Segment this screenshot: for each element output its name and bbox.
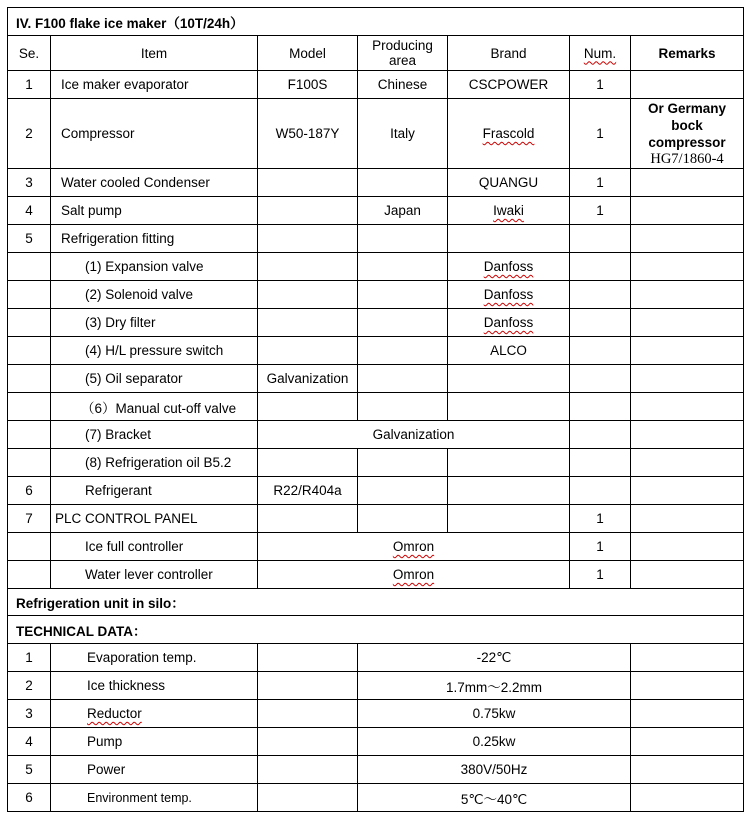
table-row <box>8 505 744 533</box>
row-num: 1 <box>570 505 631 533</box>
row-brand: Frascold <box>482 126 535 141</box>
tech-se: 4 <box>8 728 51 756</box>
table-row <box>8 365 744 393</box>
fitting-brand: ALCO <box>448 337 570 365</box>
fitting-item: (2) Solenoid valve <box>51 281 258 309</box>
tech-item: Evaporation temp. <box>51 644 258 672</box>
row-item: Ice maker evaporator <box>51 71 258 99</box>
fitting-model: Galvanization <box>258 365 358 393</box>
table-row <box>8 71 744 99</box>
table-row <box>8 197 744 225</box>
tech-se: 1 <box>8 644 51 672</box>
section-row <box>8 589 744 616</box>
table-row <box>8 561 744 589</box>
fitting-item: (5) Oil separator <box>51 365 258 393</box>
plc-item: Water lever controller <box>51 561 258 589</box>
table-row <box>8 477 744 505</box>
table-row <box>8 281 744 309</box>
header-row <box>8 36 744 71</box>
row-area: Japan <box>358 197 448 225</box>
table-title: IV. F100 flake ice maker（10T/24h） <box>8 8 744 36</box>
tech-se: 3 <box>8 700 51 728</box>
table-row <box>8 225 744 253</box>
remarks-model: HG7/1860-4 <box>650 150 724 167</box>
table-row <box>8 672 744 700</box>
table-row <box>8 253 744 281</box>
table-row <box>8 644 744 672</box>
fitting-item: （6）Manual cut-off valve <box>51 393 258 421</box>
tech-label: TECHNICAL DATA： <box>8 616 744 644</box>
section-row <box>8 616 744 644</box>
spec-sheet <box>7 7 744 812</box>
row-brand: QUANGU <box>448 169 570 197</box>
header-num: Num. <box>583 45 617 61</box>
row-se: 2 <box>8 99 51 169</box>
row-se: 6 <box>8 477 51 505</box>
tech-se: 2 <box>8 672 51 700</box>
tech-value: 5℃～40℃ <box>358 784 631 812</box>
table-row <box>8 393 744 421</box>
row-area: Italy <box>358 99 448 169</box>
row-num: 1 <box>570 169 631 197</box>
fitting-brand: Danfoss <box>483 287 534 302</box>
row-num: 1 <box>570 99 631 169</box>
plc-num: 1 <box>570 561 631 589</box>
tech-item: Reductor <box>87 706 142 721</box>
tech-item: Environment temp. <box>51 784 258 812</box>
header-remarks: Remarks <box>631 36 744 71</box>
row-se: 1 <box>8 71 51 99</box>
row-se: 3 <box>8 169 51 197</box>
title-row <box>8 8 744 36</box>
table-row <box>8 421 744 449</box>
fitting-brand: Danfoss <box>483 259 534 274</box>
row-brand: CSCPOWER <box>448 71 570 99</box>
row-model: F100S <box>258 71 358 99</box>
tech-se: 6 <box>8 784 51 812</box>
tech-value: -22℃ <box>358 644 631 672</box>
table-row <box>8 533 744 561</box>
tech-item: Pump <box>51 728 258 756</box>
table-row <box>8 169 744 197</box>
row-item: Water cooled Condenser <box>51 169 258 197</box>
tech-item: Power <box>51 756 258 784</box>
plc-brand: Omron <box>392 567 435 582</box>
header-se: Se. <box>8 36 51 71</box>
tech-value: 0.25kw <box>358 728 631 756</box>
row-num: 1 <box>570 197 631 225</box>
plc-brand: Omron <box>392 539 435 554</box>
table-row <box>8 784 744 812</box>
row-num: 1 <box>570 71 631 99</box>
fitting-item: (3) Dry filter <box>51 309 258 337</box>
fitting-brand: Danfoss <box>483 315 534 330</box>
header-model: Model <box>258 36 358 71</box>
row-item: Refrigerant <box>51 477 258 505</box>
header-item: Item <box>51 36 258 71</box>
tech-value: 380V/50Hz <box>358 756 631 784</box>
tech-value: 1.7mm～2.2mm <box>358 672 631 700</box>
row-item: Salt pump <box>51 197 258 225</box>
row-item: Compressor <box>51 99 258 169</box>
table-row <box>8 449 744 477</box>
row-item: PLC CONTROL PANEL <box>51 505 258 533</box>
fitting-item: (8) Refrigeration oil B5.2 <box>51 449 258 477</box>
plc-item: Ice full controller <box>51 533 258 561</box>
fitting-item: (4) H/L pressure switch <box>51 337 258 365</box>
header-producing-area: Producing area <box>358 36 448 71</box>
table-row <box>8 337 744 365</box>
tech-se: 5 <box>8 756 51 784</box>
fitting-span-value: Galvanization <box>258 421 570 449</box>
row-model: W50-187Y <box>258 99 358 169</box>
tech-value: 0.75kw <box>358 700 631 728</box>
row-se: 4 <box>8 197 51 225</box>
tech-item: Ice thickness <box>51 672 258 700</box>
table-row <box>8 99 744 169</box>
table-row <box>8 756 744 784</box>
remarks-text: Or Germany bock compressor <box>647 100 727 150</box>
fitting-item: (1) Expansion valve <box>51 253 258 281</box>
spec-table <box>7 7 744 812</box>
table-row <box>8 309 744 337</box>
row-area: Chinese <box>358 71 448 99</box>
silo-label: Refrigeration unit in silo： <box>8 589 744 616</box>
row-se: 5 <box>8 225 51 253</box>
row-remarks <box>631 99 744 169</box>
fitting-item: (7) Bracket <box>51 421 258 449</box>
table-row <box>8 700 744 728</box>
row-model: R22/R404a <box>258 477 358 505</box>
plc-num: 1 <box>570 533 631 561</box>
table-row <box>8 728 744 756</box>
row-se: 7 <box>8 505 51 533</box>
row-item: Refrigeration fitting <box>51 225 258 253</box>
header-brand: Brand <box>448 36 570 71</box>
row-brand: Iwaki <box>493 203 524 218</box>
